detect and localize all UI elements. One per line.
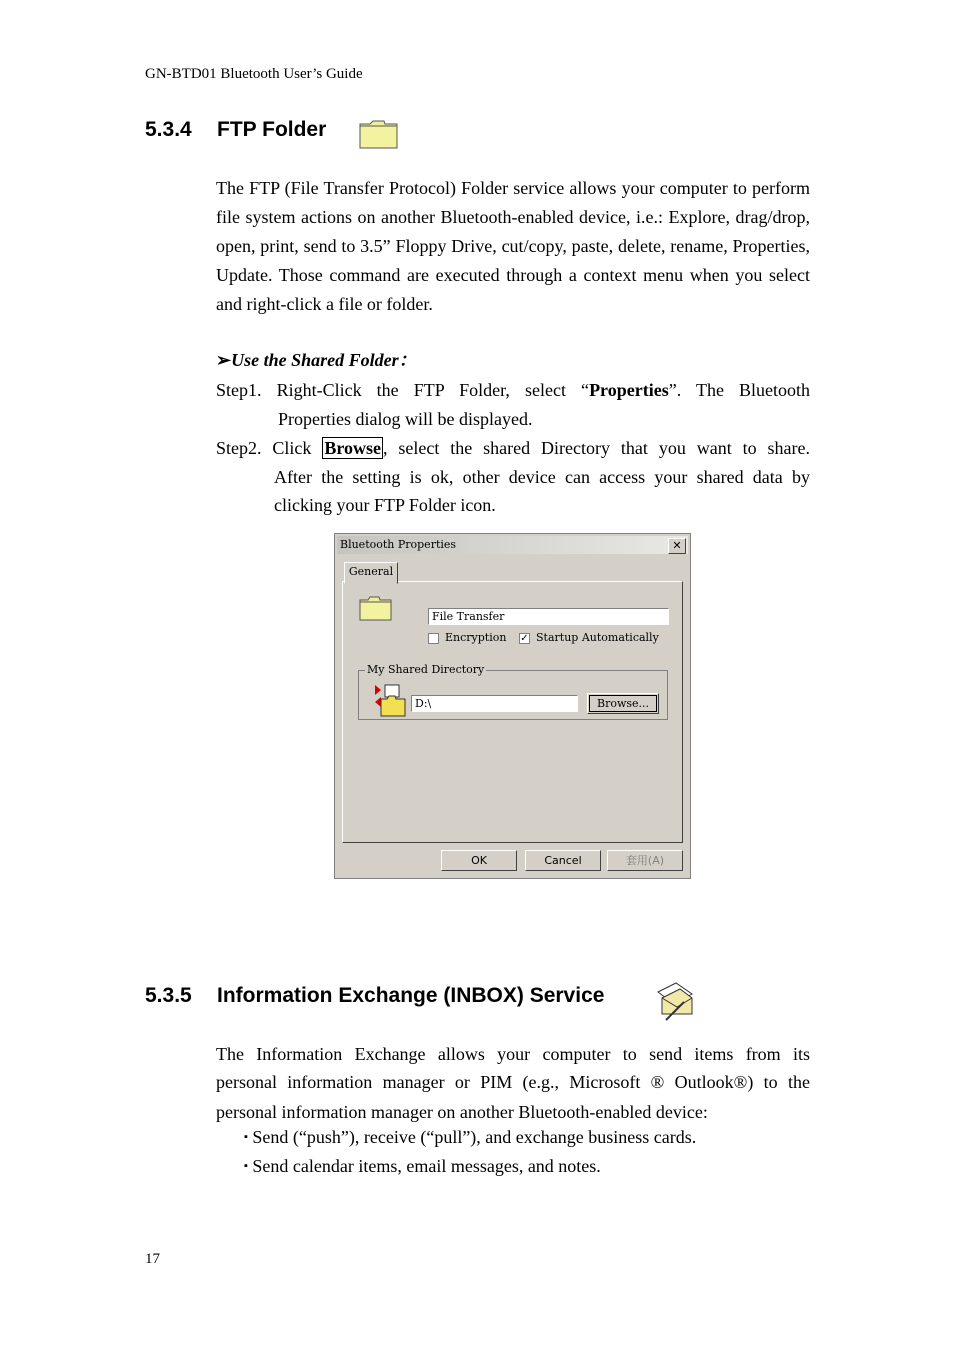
- subheading-text: Use the Shared Folder：: [231, 350, 417, 370]
- close-icon[interactable]: ✕: [668, 538, 686, 554]
- step1-bold: Properties: [589, 380, 669, 400]
- bullet-item: [244, 1127, 696, 1148]
- section-number: 5.3.4: [145, 118, 192, 141]
- inbox-line2: personal information manager or PIM (e.g., Microsoft ® Outlook®) to the: [216, 1072, 810, 1092]
- folder-icon: [358, 118, 400, 150]
- group-label: My Shared Directory: [367, 663, 485, 676]
- startup-checkbox[interactable]: ✓: [520, 633, 529, 644]
- subheading: [216, 346, 417, 372]
- section-title: FTP Folder: [217, 118, 327, 141]
- step1-label: Step1.: [216, 380, 262, 400]
- browse-button[interactable]: Browse...: [587, 693, 659, 714]
- step2-line2: After the setting is ok, other device can access your shared data by: [274, 467, 810, 487]
- step1-text-a: Right-Click the FTP Folder, select “: [276, 380, 590, 400]
- cancel-button[interactable]: Cancel: [525, 850, 601, 871]
- folder-icon: [359, 596, 393, 622]
- step2-text-a: Click: [272, 438, 312, 458]
- bullet-icon: ▪: [244, 1131, 248, 1143]
- encryption-label: Encryption: [445, 631, 507, 644]
- encryption-checkbox[interactable]: [428, 633, 439, 644]
- section-heading-ftp: [145, 118, 326, 142]
- startup-label: Startup Automatically: [536, 631, 659, 644]
- step2-label: Step2.: [216, 438, 262, 458]
- ok-button[interactable]: OK: [441, 850, 517, 871]
- bullet-icon: ▪: [244, 1160, 248, 1172]
- directory-field[interactable]: D:\: [411, 695, 578, 712]
- shared-directory-group: [358, 663, 668, 720]
- step2-text-b: , select the shared Directory that you want to share.: [383, 438, 810, 458]
- dialog-title: Bluetooth Properties: [340, 538, 457, 551]
- ftp-paragraph: The FTP (File Transfer Protocol) Folder service allows your computer to perform file system actions on another Bluetooth-enabled device, i.e.: Explore, drag/drop, open, print, send to 3.5” Floppy Drive, cut/copy, paste, delete, rename, Properties, Update. Those command are executed through a context menu when you select and right-click a file or folder.: [216, 178, 810, 314]
- page-number: 17: [145, 1251, 160, 1267]
- bullet-text: Send (“push”), receive (“pull”), and exchange business cards.: [252, 1127, 697, 1147]
- dialog-titlebar: [337, 536, 688, 554]
- section-number: 5.3.5: [145, 984, 192, 1007]
- inbox-line3: personal information manager on another Bluetooth-enabled device:: [216, 1102, 708, 1122]
- shared-folder-icon: [371, 683, 407, 717]
- bullet-item: [244, 1156, 601, 1177]
- step2-line3: clicking your FTP Folder icon.: [274, 495, 496, 515]
- step1-line2: Properties dialog will be displayed.: [278, 409, 533, 429]
- section-title: Information Exchange (INBOX) Service: [217, 984, 605, 1007]
- running-header: GN-BTD01 Bluetooth User’s Guide: [145, 66, 363, 82]
- inbox-icon: [654, 980, 696, 1022]
- arrow-icon: ➢: [216, 350, 232, 370]
- general-panel: [342, 581, 683, 843]
- step1-line1: [216, 376, 810, 405]
- apply-button[interactable]: 套用(A): [607, 850, 683, 871]
- section-heading-inbox: [145, 984, 604, 1008]
- inbox-line1: The Information Exchange allows your computer to send items from its: [216, 1044, 810, 1064]
- bullet-text: Send calendar items, email messages, and notes.: [252, 1156, 601, 1176]
- step2-line1: [216, 434, 810, 463]
- service-name-field[interactable]: File Transfer: [428, 608, 669, 625]
- bluetooth-properties-dialog: [334, 533, 691, 879]
- browse-boxed: Browse: [324, 438, 381, 458]
- step1-text-b: ”. The Bluetooth: [668, 380, 811, 400]
- tab-general[interactable]: General: [344, 562, 398, 584]
